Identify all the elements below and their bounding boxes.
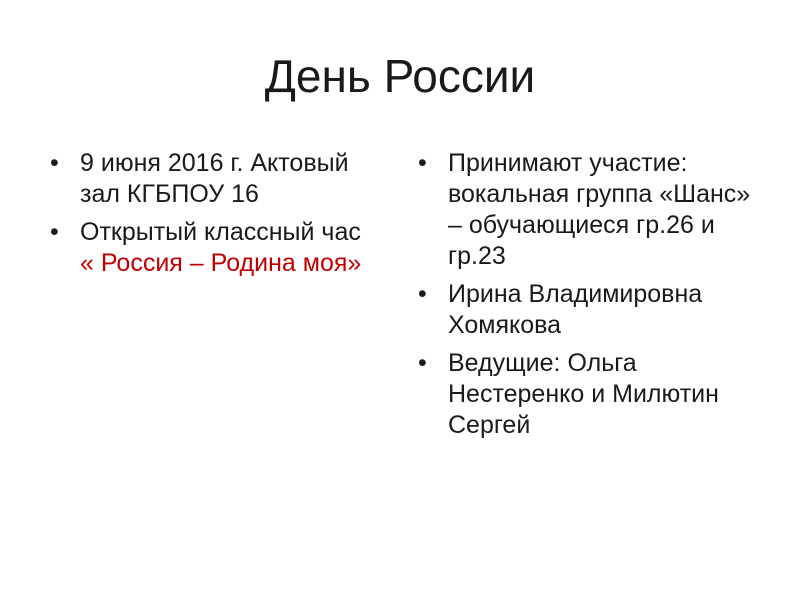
slide-title: День России [264, 50, 536, 102]
bullet-text: Ведущие: Ольга Нестеренко и Милютин Сергей [448, 349, 719, 439]
bullet-item-date-venue [50, 148, 380, 210]
right-bullet-list [418, 148, 763, 441]
left-column [50, 148, 380, 286]
bullet-item-event [50, 217, 380, 279]
event-name-highlight: « Россия – Родина моя» [80, 249, 362, 277]
bullet-text: Ирина Владимировна Хомякова [448, 280, 703, 339]
bullet-text: Открытый классный час [80, 218, 361, 246]
bullet-text: 9 июня 2016 г. Актовый зал КГБПОУ 16 [80, 149, 349, 208]
bullet-item-hosts [418, 348, 763, 441]
bullet-text: Принимают участие: вокальная группа «Шанс» – обучающиеся гр.26 и гр.23 [448, 149, 751, 270]
right-column [418, 148, 763, 448]
bullet-item-participants [418, 148, 763, 272]
left-bullet-list [50, 148, 380, 279]
bullet-item-person [418, 279, 763, 341]
